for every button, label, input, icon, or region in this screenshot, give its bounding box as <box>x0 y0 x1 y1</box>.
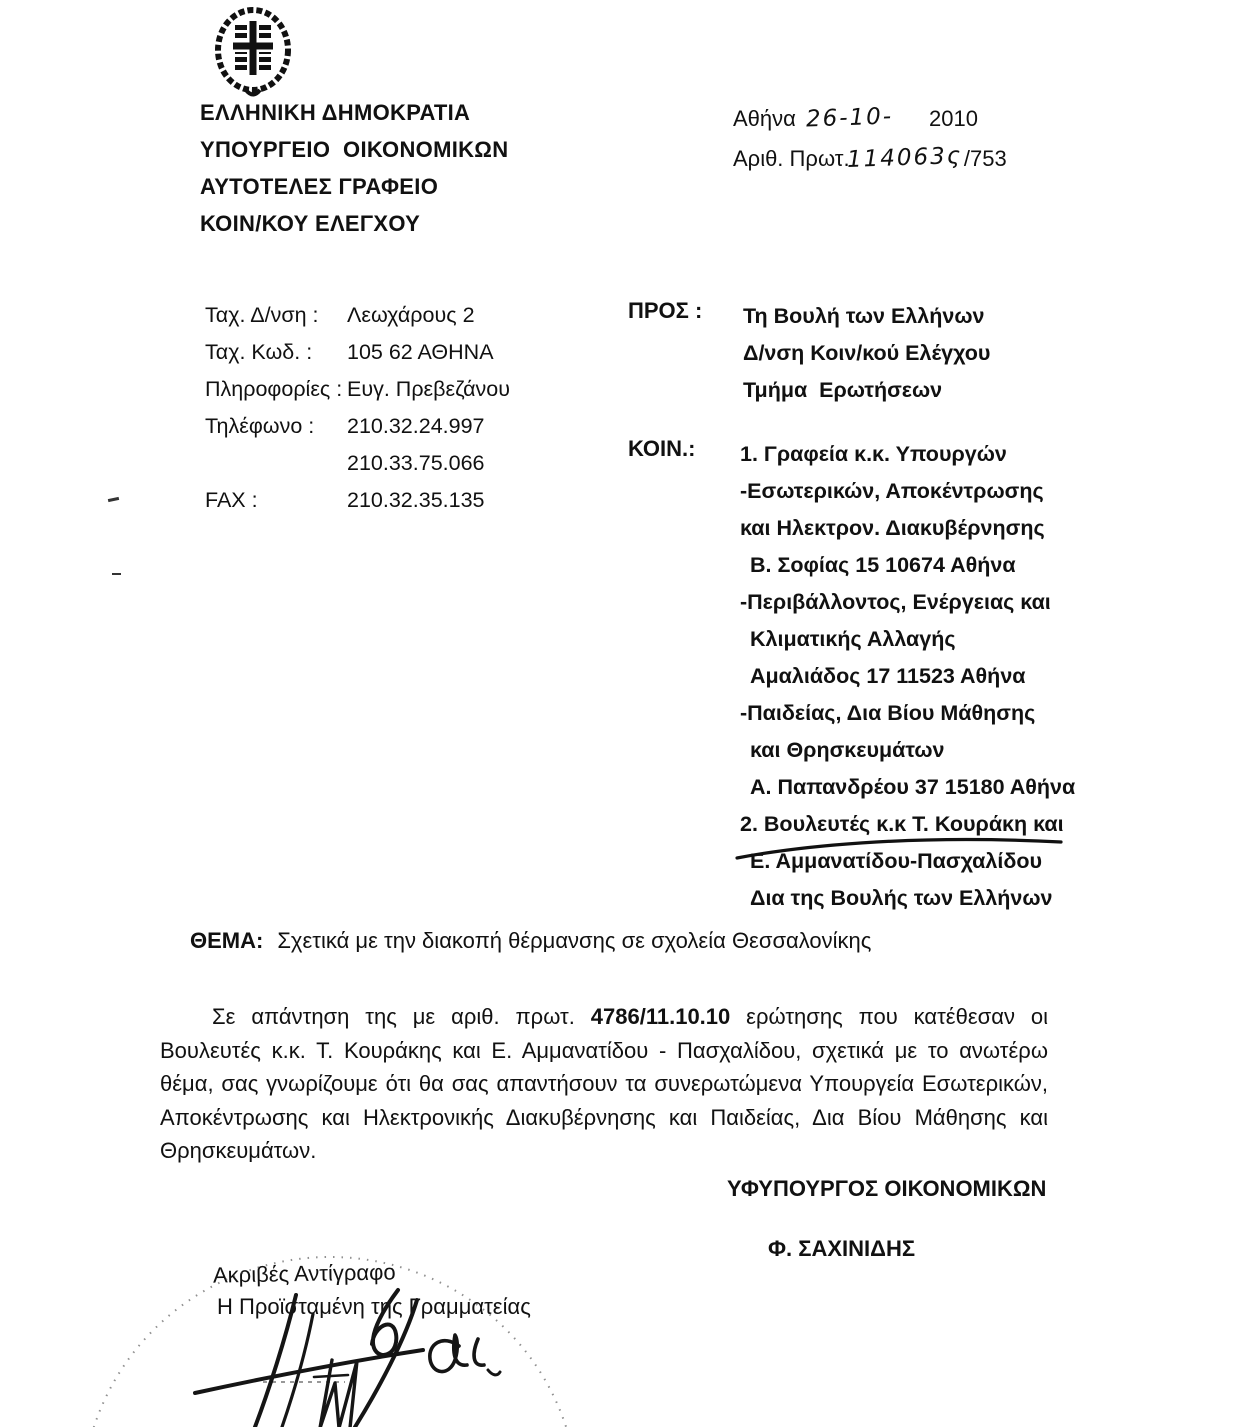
cc-line: και Ηλεκτρον. Διακυβέρνησης <box>740 516 1045 540</box>
cc-line: -Εσωτερικών, Αποκέντρωσης <box>740 479 1044 503</box>
contact-row <box>205 482 510 519</box>
contact-label: Τηλέφωνο : <box>205 414 315 438</box>
contact-block <box>205 297 510 519</box>
contact-value: 210.33.75.066 <box>347 451 485 475</box>
protocol-label: Αριθ. Πρωτ. <box>733 146 850 171</box>
header-org-block <box>200 94 508 242</box>
certification-line-1: Ακριβές Αντίγραφο <box>212 1259 396 1288</box>
handwritten-protocol-number: 114063ς <box>846 142 963 174</box>
org-line: ΥΠΟΥΡΓΕΙΟ ΟΙΚΟΝΟΜΙΚΩΝ <box>200 137 509 162</box>
contact-row <box>205 445 510 482</box>
to-line: Δ/νση Κοιν/κού Ελέγχου <box>743 341 991 365</box>
subject-text: Σχετικά με την διακοπή θέρμανσης σε σχολεία Θεσσαλονίκης <box>277 928 872 953</box>
signatory-title: ΥΦΥΠΟΥΡΓΟΣ ΟΙΚΟΝΟΜΙΚΩΝ <box>727 1176 1047 1201</box>
greek-national-emblem-icon <box>213 6 293 98</box>
protocol-line <box>733 139 1007 179</box>
cc-line: Κλιματικής Αλλαγής <box>750 627 956 651</box>
contact-value: 210.32.35.135 <box>347 488 485 512</box>
contact-row <box>205 297 510 334</box>
org-line: ΑΥΤΟΤΕΛΕΣ ΓΡΑΦΕΙΟ <box>200 174 439 199</box>
signatory-name: Φ. ΣΑΧΙΝΙΔΗΣ <box>768 1236 916 1261</box>
contact-row <box>205 408 510 445</box>
contact-value: 210.32.24.997 <box>347 414 485 438</box>
cc-line: 2. Βουλευτές κ.κ Τ. Κουράκη και <box>740 812 1064 836</box>
contact-value: Λεωχάρους 2 <box>347 303 475 327</box>
paragraph-text: Σε απάντηση της με αριθ. πρωτ. <box>212 1004 591 1029</box>
to-block <box>743 298 990 409</box>
to-label: ΠΡΟΣ : <box>628 298 703 323</box>
contact-label <box>205 445 347 482</box>
body-paragraph <box>160 1000 1048 1168</box>
date-line <box>733 99 1007 139</box>
city-label: Αθήνα <box>733 106 796 131</box>
to-line: Τη Βουλή των Ελλήνων <box>743 304 985 328</box>
scan-artifact <box>108 497 119 502</box>
subject-line <box>190 928 871 954</box>
cc-line: -Περιβάλλοντος, Ενέργειας και <box>740 590 1051 614</box>
protocol-suffix: /753 <box>963 146 1007 171</box>
cc-line: και Θρησκευμάτων <box>750 738 945 762</box>
cc-line: Α. Παπανδρέου 37 15180 Αθήνα <box>750 775 1076 799</box>
cc-line: Αμαλιάδος 17 11523 Αθήνα <box>750 664 1026 688</box>
contact-label: Ταχ. Δ/νση : <box>205 303 319 327</box>
protocol-reference-bold: 4786/11.10.10 <box>590 1004 731 1029</box>
contact-value: Ευγ. Πρεβεζάνου <box>347 377 511 401</box>
reference-block <box>733 99 1007 179</box>
cc-line: 1. Γραφεία κ.κ. Υπουργών <box>740 442 1007 466</box>
cc-line: Β. Σοφίας 15 10674 Αθήνα <box>750 553 1016 577</box>
contact-value: 105 62 ΑΘΗΝΑ <box>347 340 494 364</box>
handwritten-date: 26-10- <box>805 103 894 133</box>
scan-artifact <box>112 573 121 575</box>
cc-line: Δια της Βουλής των Ελλήνων <box>750 886 1053 910</box>
certification-line-2: Η Προϊσταμένη της Γραμματείας <box>217 1294 531 1319</box>
org-line: ΚΟΙΝ/ΚΟΥ ΕΛΕΓΧΟΥ <box>200 211 421 236</box>
cc-block <box>740 436 1075 917</box>
cc-line-struck: Ε. Αμμανατίδου-Πασχαλίδου <box>750 849 1043 873</box>
year: 2010 <box>929 106 978 131</box>
paragraph-text: ερώτησης που κατέθεσαν οι Βουλευτές κ.κ. Τ. Κουράκης και Ε. Αμμανατίδου - Πασχαλίδου, σχετικά με το ανωτέρω θέμα, σας γνωρίζουμε ότι θα σας απαντήσουν τα συνερωτώμενα Υπουργεία Εσωτερικών, Αποκέντρωσης και Ηλεκτρονικής Διακυβέρνησης και Παιδείας, Δια Βίου Μάθησης και Θρησκευμάτων. <box>160 1004 1048 1163</box>
contact-label: Πληροφορίες : <box>205 377 343 401</box>
contact-row <box>205 334 510 371</box>
subject-label: ΘΕΜΑ: <box>190 928 264 953</box>
contact-label: Ταχ. Κωδ. : <box>205 340 313 364</box>
contact-label: FAX : <box>205 488 258 512</box>
org-line: ΕΛΛΗΝΙΚΗ ΔΗΜΟΚΡΑΤΙΑ <box>200 100 471 125</box>
contact-row <box>205 371 510 408</box>
to-line: Τμήμα Ερωτήσεων <box>743 378 943 402</box>
cc-line: -Παιδείας, Δια Βίου Μάθησης <box>740 701 1036 725</box>
cc-label: ΚΟΙΝ.: <box>628 436 696 461</box>
